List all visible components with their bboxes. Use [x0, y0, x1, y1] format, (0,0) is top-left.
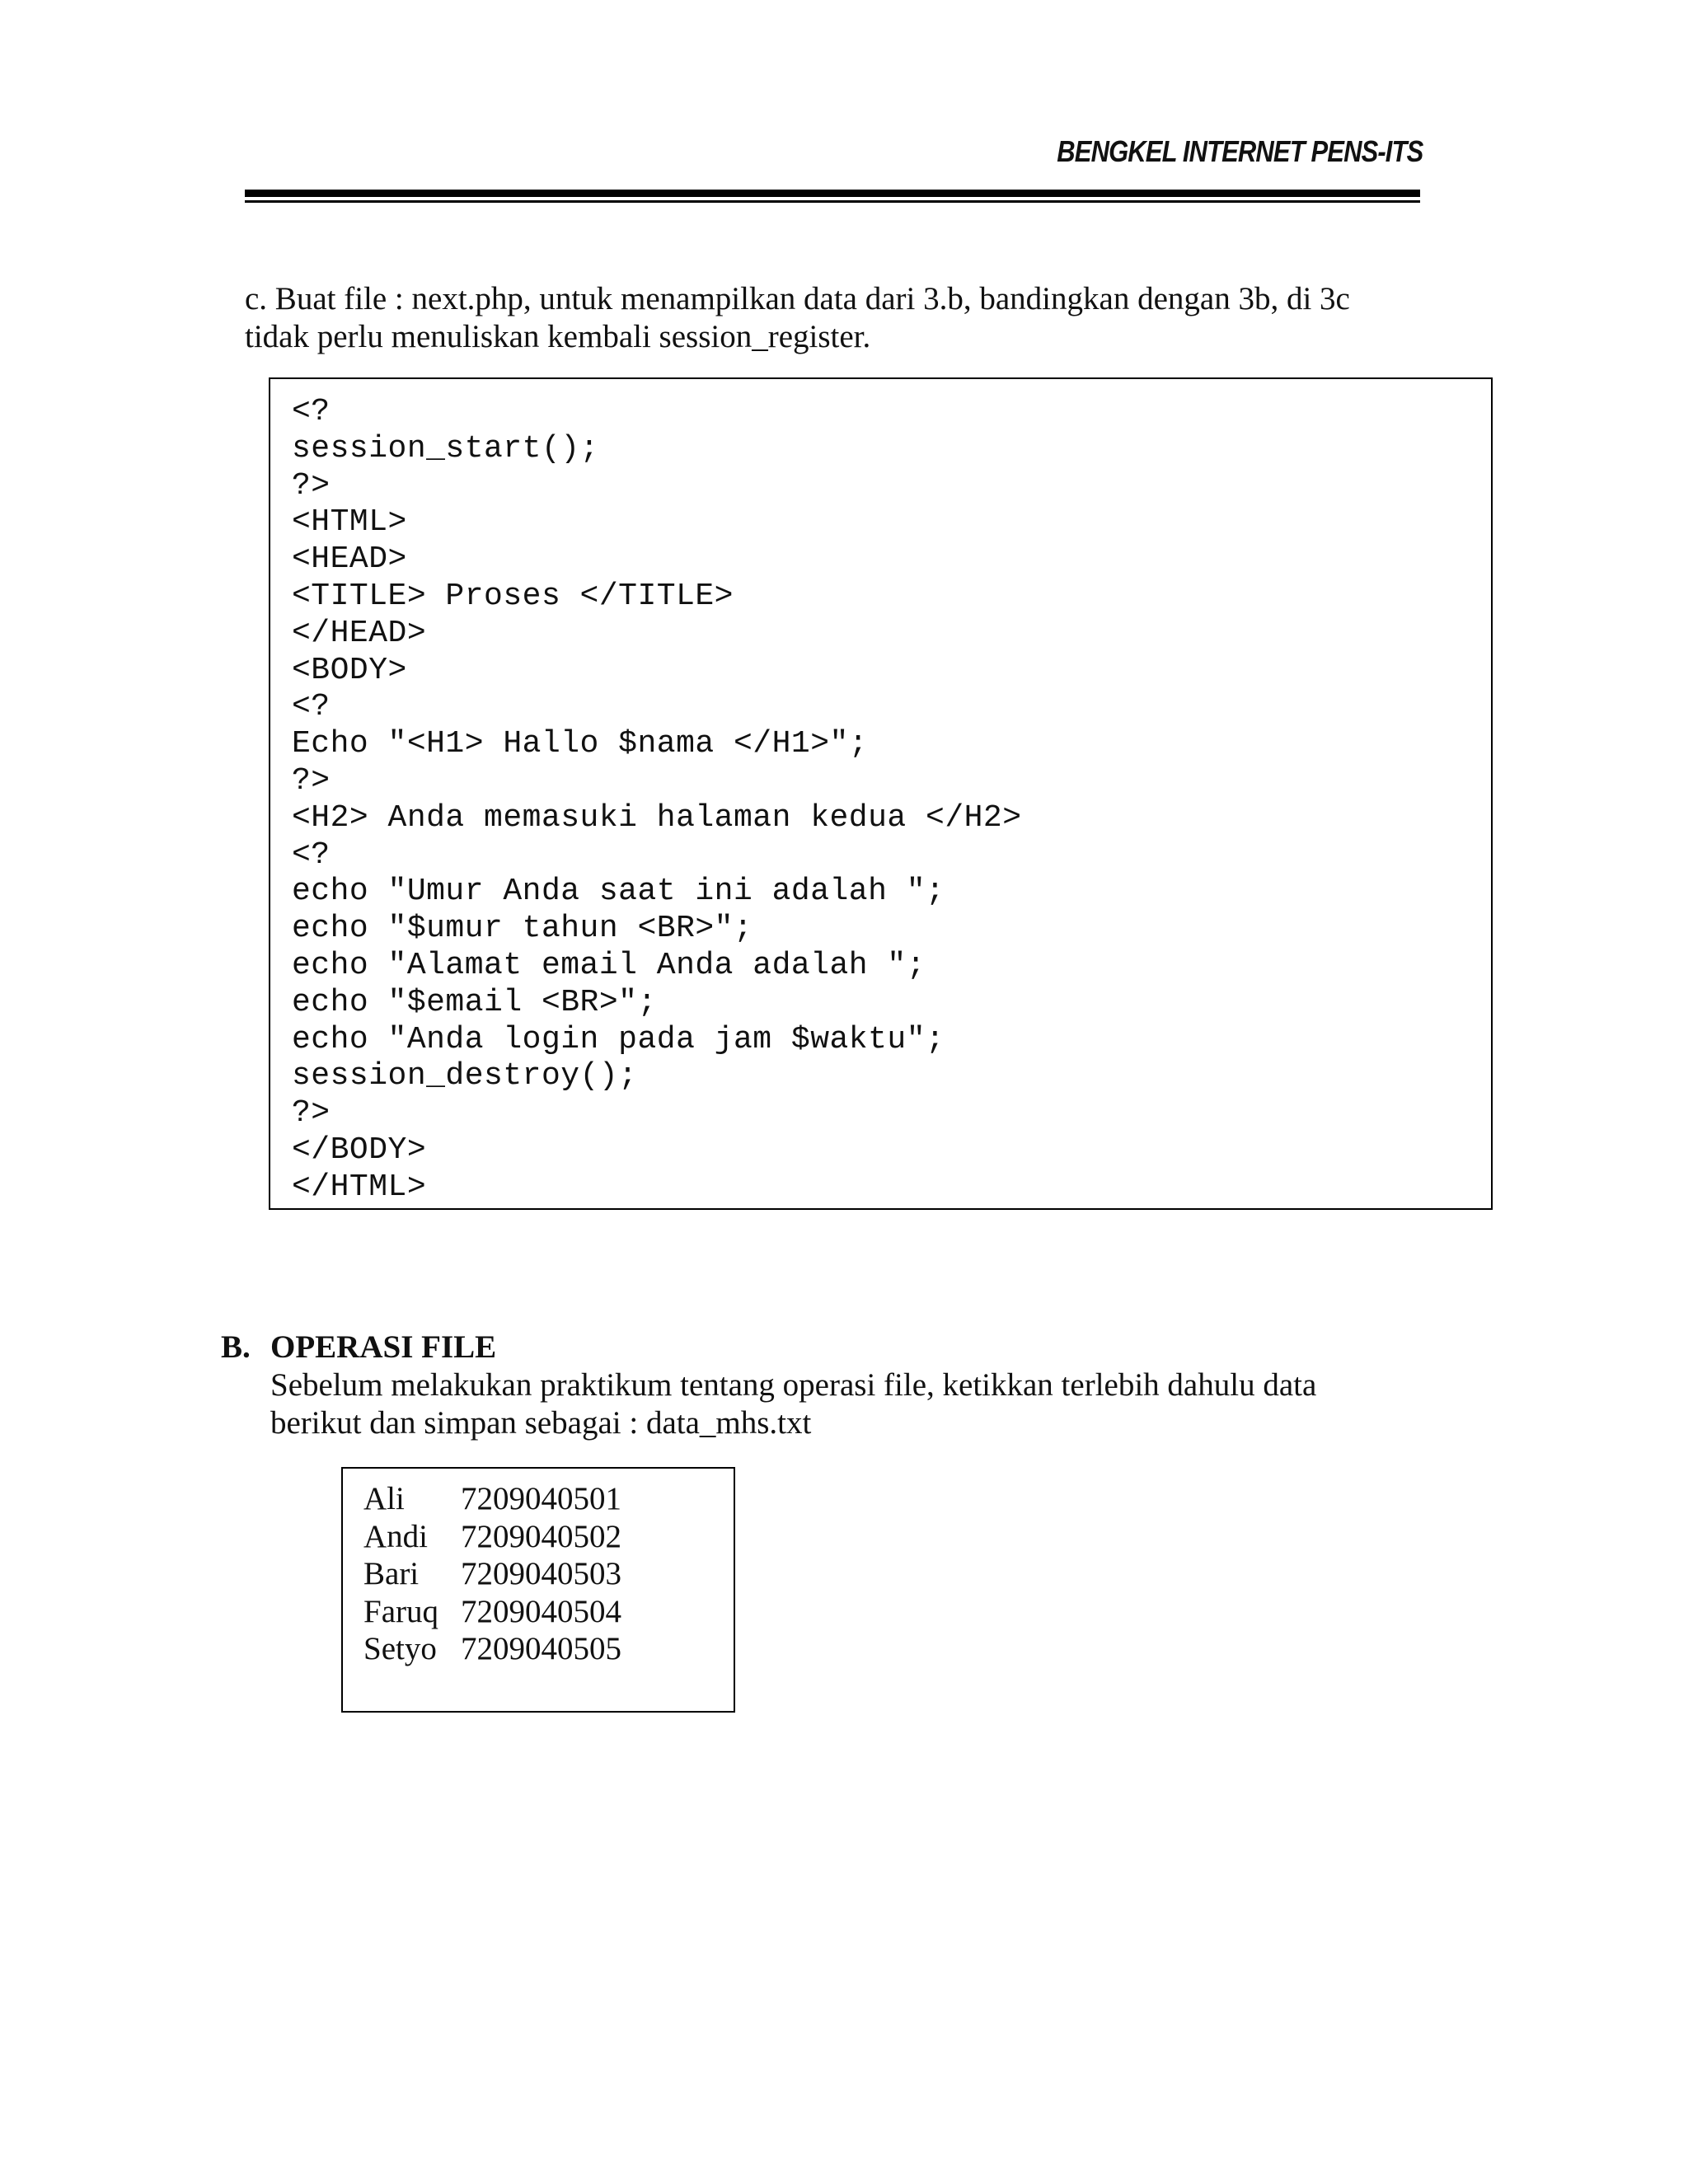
section-title: OPERASI FILE	[270, 1329, 497, 1365]
data-file-table	[363, 1480, 621, 1668]
student-id: 7209040505	[461, 1631, 621, 1667]
table-row	[363, 1593, 621, 1631]
code-listing: <? session_start(); ?> <HTML> <HEAD> <TITLE> Proses </TITLE> </HEAD> <BODY> <? Echo "<H1> Hallo $nama </H1>"; ?> <H2> Anda memasuki halaman kedua </H2> <? echo "Umur Anda saat ini adalah "; echo "$umur tahun <BR>"; echo "Alamat email Anda adalah "; echo "$email <BR>"; echo "Anda login pada jam $waktu"; session_destroy(); ?> </BODY> </HTML>	[292, 394, 1022, 1205]
student-name: Faruq	[363, 1593, 438, 1629]
code-box	[269, 377, 1493, 1210]
student-id: 7209040501	[461, 1481, 621, 1516]
student-id: 7209040504	[461, 1593, 621, 1629]
section-letter: B.	[221, 1329, 251, 1365]
section-b-heading	[221, 1329, 496, 1366]
section-b-text-line-1: Sebelum melakukan praktikum tentang operasi file, ketikkan terlebih dahulu data	[270, 1367, 1317, 1403]
student-id: 7209040503	[461, 1556, 621, 1592]
page-header-title: BENGKEL INTERNET PENS-ITS	[1056, 134, 1423, 168]
student-name: Andi	[363, 1518, 428, 1554]
header-rule-thick	[245, 190, 1420, 197]
data-file-box	[341, 1467, 735, 1713]
table-row	[363, 1630, 621, 1668]
table-row	[363, 1480, 621, 1518]
step-c-text-line-1: c. Buat file : next.php, untuk menampilkan data dari 3.b, bandingkan dengan 3b, di 3c	[245, 281, 1350, 316]
student-id: 7209040502	[461, 1518, 621, 1554]
student-name: Bari	[363, 1556, 420, 1592]
step-c-text-line-2: tidak perlu menuliskan kembali session_register.	[245, 319, 871, 354]
table-row	[363, 1555, 621, 1593]
table-row	[363, 1518, 621, 1556]
header-rule-thin	[245, 200, 1420, 203]
student-name: Ali	[363, 1481, 405, 1516]
student-name: Setyo	[363, 1631, 437, 1667]
section-b-text-line-2: berikut dan simpan sebagai : data_mhs.txt	[270, 1405, 812, 1441]
